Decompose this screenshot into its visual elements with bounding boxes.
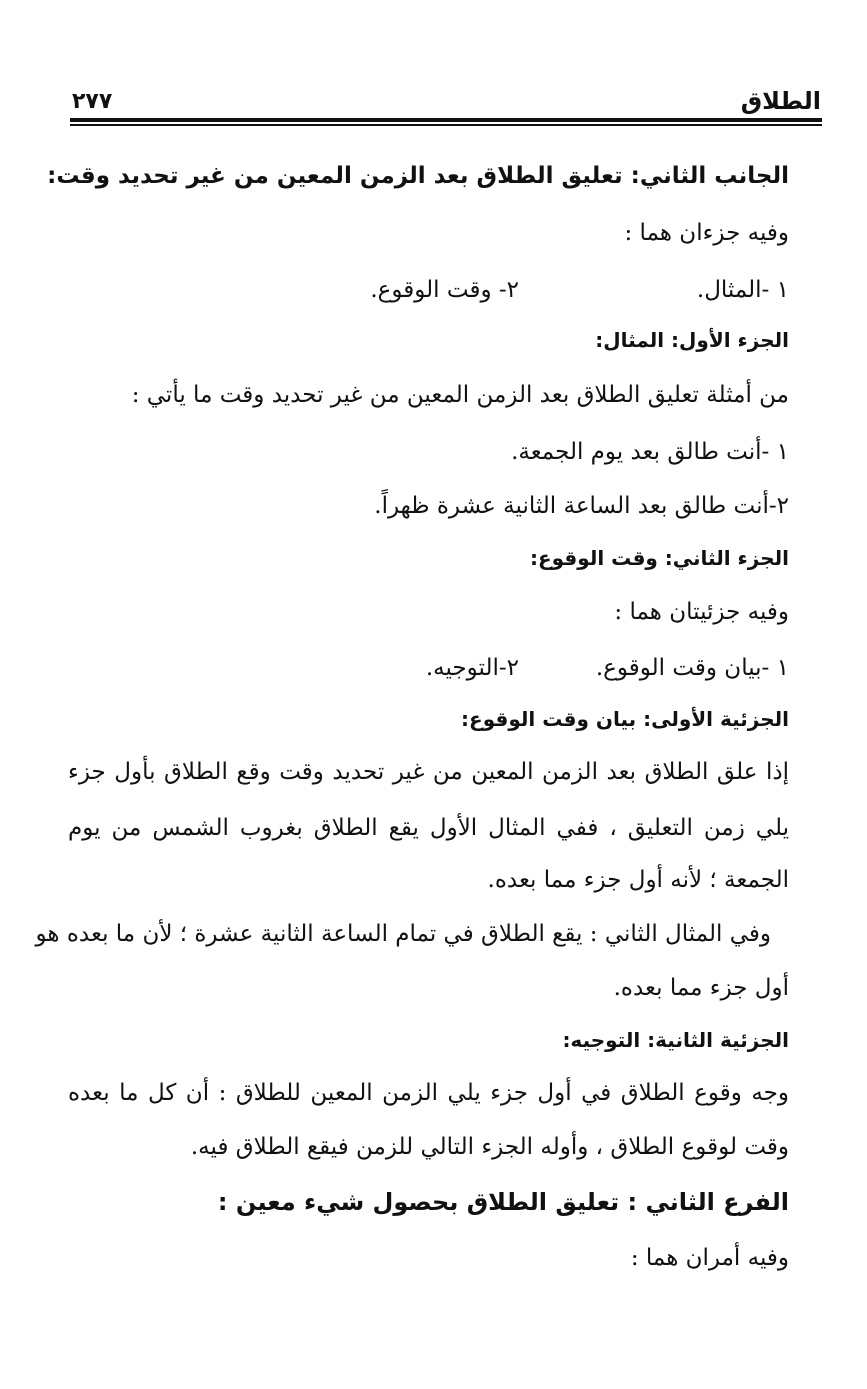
parts-item-2: ٢- وقت الوقوع. (370, 277, 519, 303)
example-2: ٢-أنت طالق بعد الساعة الثانية عشرة ظهراً. (374, 493, 789, 519)
paragraph-1-line-1: إذا علق الطلاق بعد الزمن المعين من غير تحديد وقت وقع الطلاق بأول جزء (68, 759, 789, 785)
paragraph-3-line-1: وجه وقوع الطلاق في أول جزء يلي الزمن المعين للطلاق : أن كل ما بعده (68, 1080, 789, 1106)
heading-part-one: الجزء الأول: المثال: (595, 328, 789, 352)
heading-part-two: الجزء الثاني: وقت الوقوع: (529, 546, 789, 570)
paragraph-1-line-3: الجمعة ؛ لأنه أول جزء مما بعده. (487, 867, 789, 893)
page-number: ٢٧٧ (72, 89, 113, 114)
example-1: ١ -أنت طالق بعد يوم الجمعة. (511, 439, 789, 465)
subparts-item-2: ٢-التوجيه. (425, 655, 519, 681)
subparts-item-1: ١ -بيان وقت الوقوع. (595, 655, 789, 681)
paragraph-3-line-2: وقت لوقوع الطلاق ، وأوله الجزء التالي للزمن فيقع الطلاق فيه. (190, 1134, 789, 1160)
heading-sub-one: الجزئية الأولى: بيان وقت الوقوع: (461, 707, 789, 731)
parts-item-1: ١ -المثال. (696, 277, 789, 303)
subparts-list (425, 650, 789, 686)
intro-parts: وفيه جزءان هما : (624, 220, 789, 246)
paragraph-2-line-1: وفي المثال الثاني : يقع الطلاق في تمام الساعة الثانية عشرة ؛ لأن ما بعده هو (35, 921, 771, 947)
heading-sub-two: الجزئية الثانية: التوجيه: (562, 1028, 789, 1052)
heading-branch-two: الفرع الثاني : تعليق الطلاق بحصول شيء معين : (217, 1188, 789, 1216)
intro-matters: وفيه أمران هما : (630, 1245, 789, 1271)
paragraph-2-line-2: أول جزء مما بعده. (613, 975, 789, 1001)
heading-side-two: الجانب الثاني: تعليق الطلاق بعد الزمن المعين من غير تحديد وقت: (47, 163, 789, 189)
examples-intro: من أمثلة تعليق الطلاق بعد الزمن المعين من غير تحديد وقت ما يأتي : (131, 382, 789, 408)
header-rule-thick (70, 118, 822, 122)
running-header-title: الطلاق (740, 87, 821, 115)
paragraph-1-line-2: يلي زمن التعليق ، ففي المثال الأول يقع الطلاق بغروب الشمس من يوم (68, 815, 789, 841)
parts-list (370, 272, 789, 308)
header-rule-thin (70, 124, 822, 126)
intro-subparts: وفيه جزئيتان هما : (614, 599, 789, 625)
